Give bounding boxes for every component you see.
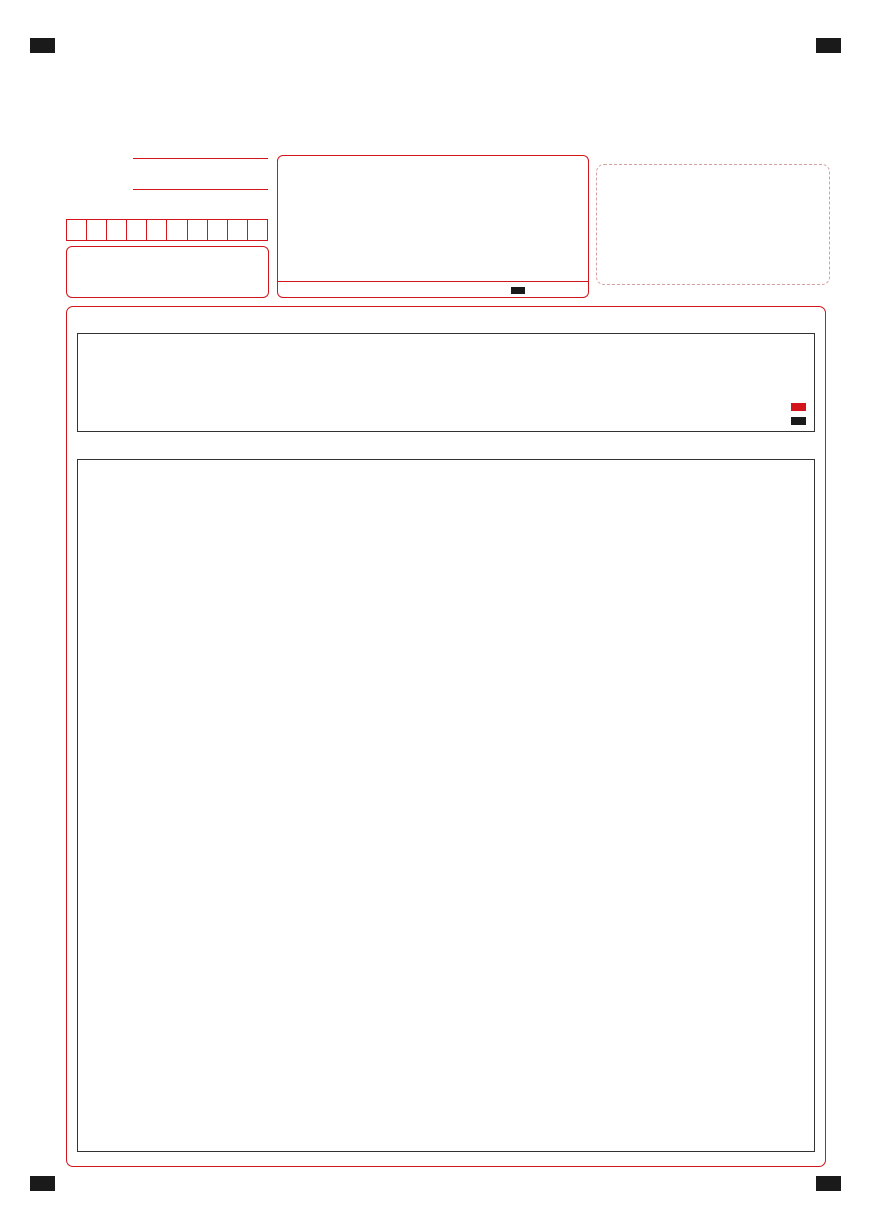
- barcode-area: [596, 164, 830, 285]
- fill-sample-row: [278, 281, 588, 298]
- red-position-mark: [791, 403, 806, 411]
- corner-mark-bottom-right: [816, 1176, 841, 1191]
- correct-fill-sample: [511, 287, 525, 294]
- mcq-area: [77, 333, 815, 432]
- corner-mark-top-right: [816, 38, 841, 53]
- black-position-mark: [791, 417, 806, 425]
- corner-mark-bottom-left: [30, 1176, 55, 1191]
- exam-id-boxes[interactable]: [66, 219, 268, 241]
- notice-box: [277, 155, 589, 298]
- name-field[interactable]: [133, 158, 268, 159]
- class-field[interactable]: [133, 189, 268, 190]
- answer-area-16[interactable]: [77, 459, 815, 1152]
- absent-mark-box: [66, 246, 269, 298]
- corner-mark-top-left: [30, 38, 55, 53]
